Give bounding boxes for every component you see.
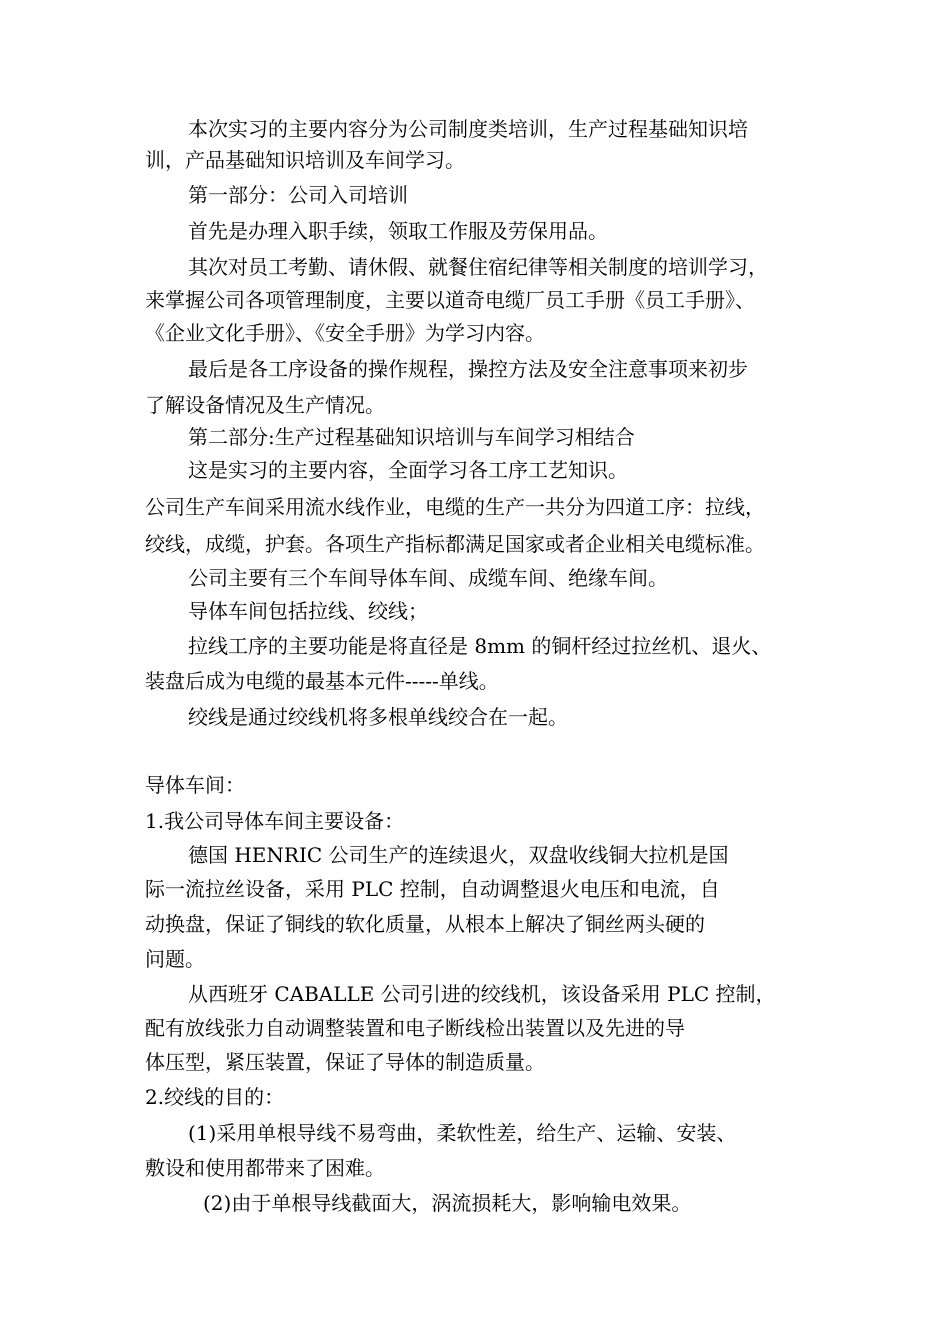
- list-item-line: (2)由于单根导线截面大，涡流损耗大，影响输电效果。: [203, 1191, 692, 1215]
- paragraph-line: 从西班牙 CABALLE 公司引进的绞线机，该设备采用 PLC 控制，: [188, 982, 776, 1006]
- paragraph-line: 动换盘，保证了铜线的软化质量，从根本上解决了铜丝两头硬的: [145, 912, 705, 936]
- paragraph-line: 其次对员工考勤、请休假、就餐住宿纪律等相关制度的培训学习，: [188, 255, 768, 279]
- paragraph-line: 首先是办理入职手续，领取工作服及劳保用品。: [188, 219, 608, 243]
- paragraph-line: 体压型，紧压装置，保证了导体的制造质量。: [145, 1050, 545, 1074]
- paragraph-line: 绞线是通过绞线机将多根单线绞合在一起。: [188, 705, 568, 729]
- list-heading: 1.我公司导体车间主要设备：: [145, 809, 405, 833]
- list-item-line: 敷设和使用都带来了困难。: [145, 1156, 385, 1180]
- list-item-line: (1)采用单根导线不易弯曲，柔软性差，给生产、运输、安装、: [188, 1121, 737, 1145]
- section-heading: 第二部分:生产过程基础知识培训与车间学习相结合: [188, 425, 635, 449]
- paragraph-line: 公司生产车间采用流水线作业，电缆的生产一共分为四道工序：拉线，: [145, 495, 765, 519]
- paragraph-line: 装盘后成为电缆的最基本元件-----单线。: [145, 669, 499, 693]
- paragraph-line: 这是实习的主要内容，全面学习各工序工艺知识。: [188, 458, 628, 482]
- paragraph-line: 训，产品基础知识培训及车间学习。: [145, 148, 465, 172]
- section-heading: 导体车间：: [145, 773, 245, 797]
- paragraph-line: 来掌握公司各项管理制度，主要以道奇电缆厂员工手册《员工手册》、: [145, 288, 755, 312]
- paragraph-line: 德国 HENRIC 公司生产的连续退火，双盘收线铜大拉机是国: [188, 843, 729, 867]
- paragraph-line: 本次实习的主要内容分为公司制度类培训，生产过程基础知识培: [188, 117, 748, 141]
- paragraph-line: 最后是各工序设备的操作规程，操控方法及安全注意事项来初步: [188, 357, 748, 381]
- paragraph-line: 绞线，成缆，护套。各项生产指标都满足国家或者企业相关电缆标准。: [145, 532, 765, 556]
- paragraph-line: 际一流拉丝设备，采用 PLC 控制，自动调整退火电压和电流，自: [145, 877, 720, 901]
- paragraph-line: 导体车间包括拉线、绞线；: [188, 599, 428, 623]
- paragraph-line: 了解设备情况及生产情况。: [145, 393, 385, 417]
- paragraph-line: 公司主要有三个车间导体车间、成缆车间、绝缘车间。: [188, 566, 668, 590]
- section-heading: 第一部分：公司入司培训: [188, 183, 408, 207]
- paragraph-line: 拉线工序的主要功能是将直径是 8mm 的铜杆经过拉丝机、退火、: [188, 634, 772, 658]
- paragraph-line: 配有放线张力自动调整装置和电子断线检出装置以及先进的导: [145, 1016, 685, 1040]
- paragraph-line: 问题。: [145, 947, 205, 971]
- paragraph-line: 《企业文化手册》、《安全手册》为学习内容。: [145, 321, 545, 345]
- list-heading: 2.绞线的目的：: [145, 1085, 285, 1109]
